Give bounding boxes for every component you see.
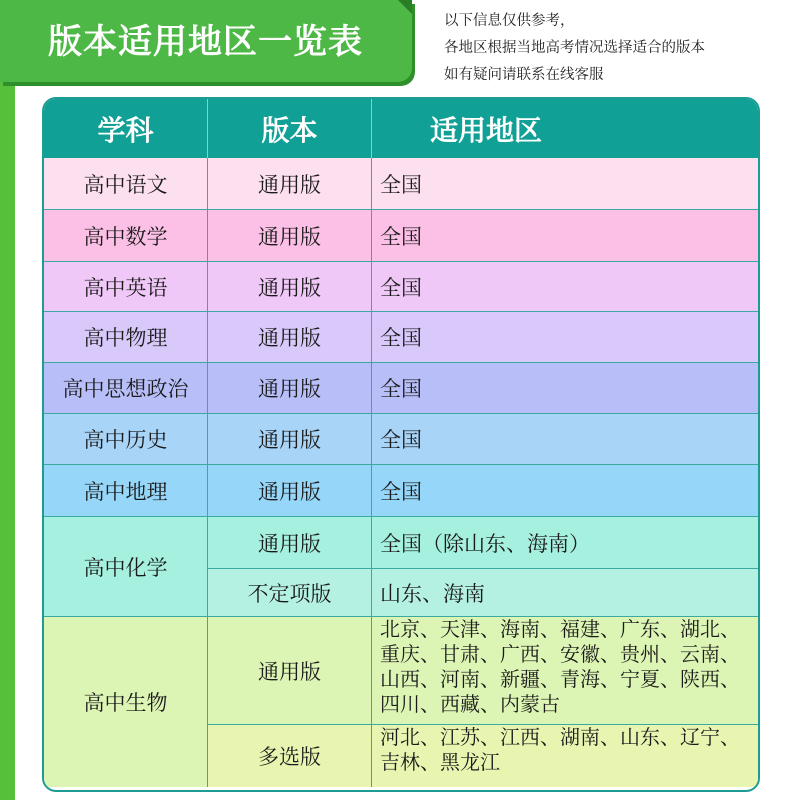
edition-cell: 通用版 — [208, 363, 372, 414]
region-line: 吉林、黑龙江 — [380, 750, 500, 774]
region-cell — [372, 725, 758, 787]
note-line: 以下信息仅供参考， — [444, 13, 575, 29]
subject-cell: 高中英语 — [44, 262, 208, 312]
subject-cell: 高中化学 — [44, 517, 208, 617]
note-line: 如有疑问请联系在线客服 — [444, 67, 604, 83]
edition-cell: 通用版 — [208, 262, 372, 312]
edition-table — [42, 97, 760, 792]
subject-cell: 高中语文 — [44, 158, 208, 210]
region-line: 北京、天津、海南、福建、广东、湖北、 — [380, 617, 740, 641]
region-cell: 全国 — [372, 158, 758, 210]
region-cell: 全国 — [372, 312, 758, 363]
edition-cell: 通用版 — [208, 617, 372, 725]
region-cell: 山东、海南 — [372, 569, 758, 617]
note-line: 各地区根据当地高考情况选择适合的版本 — [444, 40, 705, 56]
region-line: 山西、河南、新疆、青海、宁夏、陕西、 — [380, 667, 740, 691]
region-line: 四川、西藏、内蒙古 — [380, 692, 560, 716]
subject-cell: 高中历史 — [44, 414, 208, 465]
region-cell: 全国 — [372, 414, 758, 465]
header-region: 适用地区 — [372, 99, 758, 158]
region-cell: 全国 — [372, 210, 758, 262]
page-title: 版本适用地区一览表 — [48, 22, 363, 62]
edition-cell: 通用版 — [208, 158, 372, 210]
subject-cell: 高中生物 — [44, 617, 208, 787]
edition-cell: 多选版 — [208, 725, 372, 787]
region-cell: 全国 — [372, 262, 758, 312]
header-edition: 版本 — [208, 99, 372, 158]
edition-cell: 不定项版 — [208, 569, 372, 617]
header-subject: 学科 — [44, 99, 208, 158]
edition-cell: 通用版 — [208, 517, 372, 569]
edition-cell: 通用版 — [208, 210, 372, 262]
title-banner — [0, 0, 412, 82]
edition-cell: 通用版 — [208, 465, 372, 517]
edition-cell: 通用版 — [208, 312, 372, 363]
subject-cell: 高中数学 — [44, 210, 208, 262]
edition-cell: 通用版 — [208, 414, 372, 465]
subject-cell: 高中思想政治 — [44, 363, 208, 414]
subject-cell: 高中地理 — [44, 465, 208, 517]
region-cell: 全国 — [372, 363, 758, 414]
region-line: 重庆、甘肃、广西、安徽、贵州、云南、 — [380, 642, 740, 666]
region-line: 河北、江苏、江西、湖南、山东、辽宁、 — [380, 725, 740, 749]
region-cell — [372, 617, 758, 725]
region-cell: 全国 — [372, 465, 758, 517]
region-cell: 全国（除山东、海南） — [372, 517, 758, 569]
banner-fold — [398, 0, 412, 14]
subject-cell: 高中物理 — [44, 312, 208, 363]
notes — [444, 8, 794, 89]
